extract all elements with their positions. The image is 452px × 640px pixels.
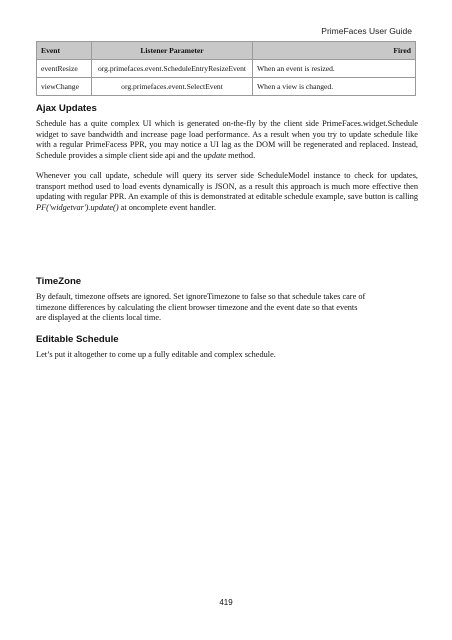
table-cell-fired: When a view is changed.: [253, 78, 416, 96]
ajax-updates-paragraph-2: [36, 171, 418, 213]
update-call-code: PF('widgetvar').update(): [36, 202, 119, 212]
editable-schedule-section: [36, 334, 418, 368]
page-number: 419: [219, 598, 233, 607]
paragraph-line: timezone differences by calculating the client browser timezone and the event date so that events: [36, 302, 358, 312]
timezone-paragraph: [36, 292, 418, 324]
ajax-updates-heading: Ajax Updates: [36, 103, 97, 114]
paragraph-text: Whenever you call update, schedule will query its server side ScheduleModel instance to check for updates, transport method used to load events dynamically is JSON, as a result this approach is much more effective then updating with regular PPR. An example of this is demonstrated at editable schedule example, save button is calling: [36, 171, 418, 201]
ajax-updates-paragraph-1: [36, 119, 418, 161]
paragraph-text: at oncomplete event handler.: [118, 202, 217, 212]
paragraph-line: By default, timezone offsets are ignored. Set ignoreTimezone to false so that schedule takes care of: [36, 292, 366, 301]
events-table: [36, 41, 416, 96]
table-row: [37, 78, 416, 96]
paragraph-text: Schedule has a quite complex UI which is generated on-the-fly by the client side PrimeFaces.widget.Schedule widget to save bandwidth and increase page load performance. As a result when you try to update schedule like with a regular PrimeFacess PPR, you may notice a UI lag as the DOM will be regenerated and replaced. Instead, Schedule provides a simple client side api and the: [36, 119, 418, 160]
table-cell-listener-parameter: org.primefaces.event.SelectEvent: [92, 78, 253, 96]
timezone-section: [36, 276, 418, 331]
table-cell-event: viewChange: [37, 78, 92, 96]
timezone-heading: TimeZone: [36, 276, 82, 287]
table-cell-event: eventResize: [37, 60, 92, 78]
update-method-name: update: [203, 150, 227, 160]
column-header-fired: Fired: [253, 42, 416, 60]
table-row: [37, 60, 416, 78]
table-cell-fired: When an event is resized.: [253, 60, 416, 78]
page-header-title: PrimeFaces User Guide: [321, 26, 412, 36]
column-header-listener-parameter: Listener Parameter: [92, 42, 253, 60]
editable-schedule-heading: Editable Schedule: [36, 334, 119, 345]
ajax-updates-section: [36, 103, 418, 220]
paragraph-line: are displayed at the clients local time.: [36, 313, 162, 322]
table-cell-listener-parameter: org.primefaces.event.ScheduleEntryResizeEvent: [92, 60, 253, 78]
editable-schedule-paragraph: Let’s put it altogether to come up a fully editable and complex schedule.: [36, 350, 276, 359]
table-header-row: [37, 42, 416, 60]
paragraph-text: method.: [226, 150, 256, 160]
column-header-event: Event: [37, 42, 92, 60]
